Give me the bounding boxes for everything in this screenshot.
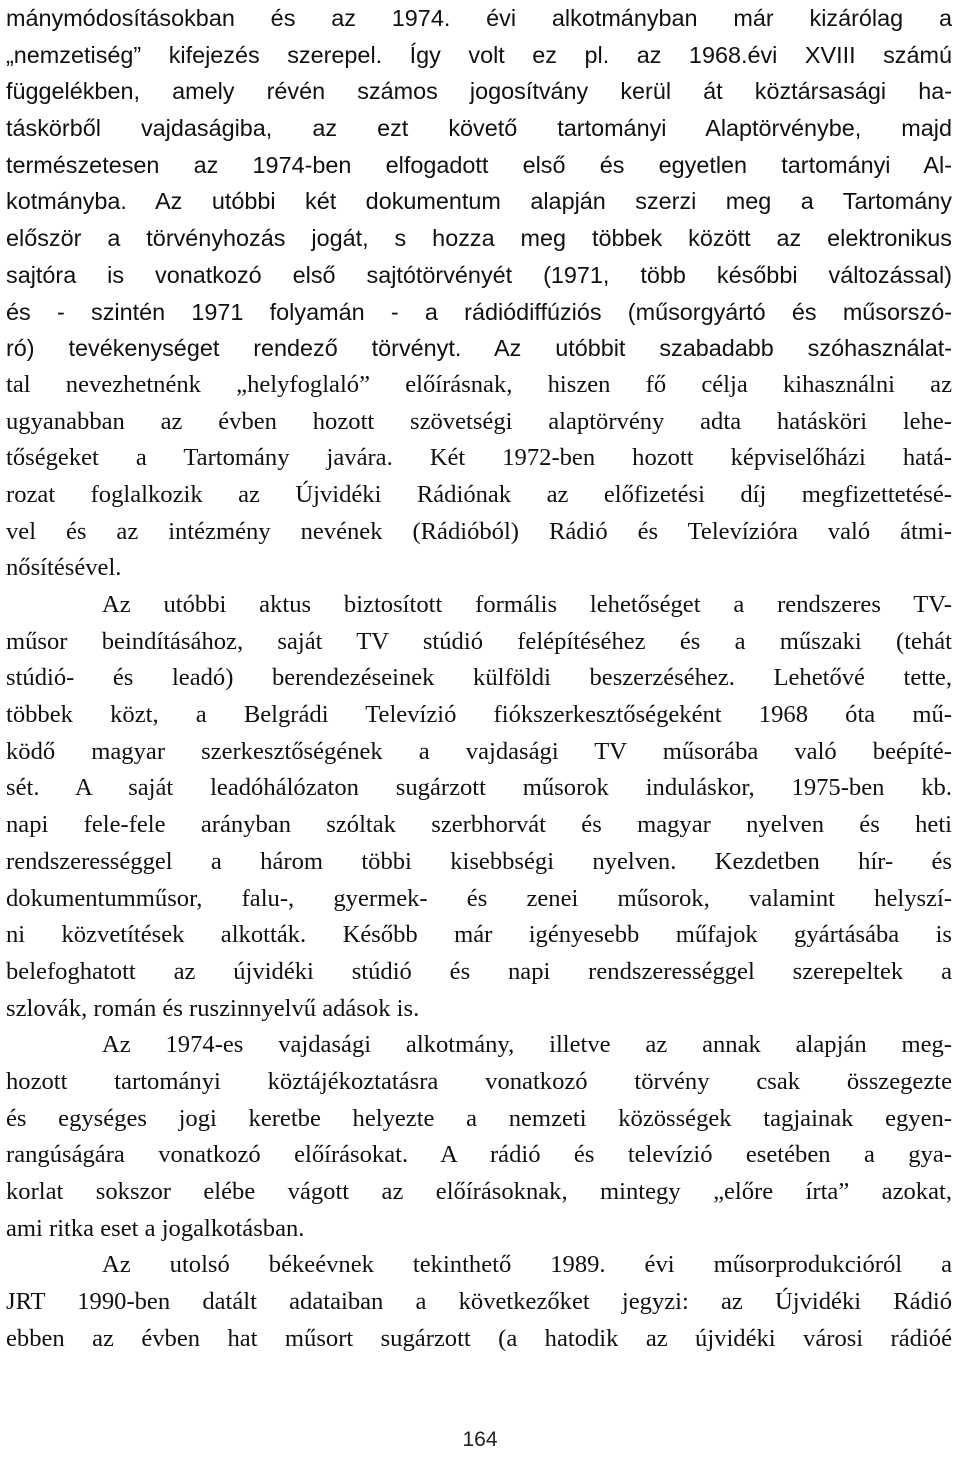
text-line: JRT 1990-ben datált adataiban a következőket jegyzi: az Újvidéki Rádió: [6, 1288, 952, 1316]
text-line: és - szintén 1971 folyamán - a rádiódiffúziós (műsorgyártó és műsorszó-: [6, 298, 952, 325]
text-line: többek közt, a Belgrádi Televízió fiókszerkesztőségeként 1968 óta mű-: [6, 701, 952, 729]
text-line: rozat foglalkozik az Újvidéki Rádiónak az előfizetési díj megfizettetésé-: [6, 480, 952, 508]
text-line: Az utolsó békeévnek tekinthető 1989. évi műsorprodukcióról a: [102, 1251, 952, 1279]
text-line: korlat sokszor elébe vágott az előírásoknak, mintegy „előre írta” azokat,: [6, 1178, 952, 1205]
text-line: tal nevezhetnénk „helyfoglaló” előírásnak, hiszen fő célja kihasználni az: [6, 370, 952, 398]
text-line: stúdió- és leadó) berendezéseinek külföldi beszerzéséhez. Lehetővé tette,: [6, 664, 952, 692]
text-line: ró) tevékenységet rendező törvényt. Az utóbbit szabadabb szóhasználat-: [6, 335, 952, 362]
text-line: Az 1974-es vajdasági alkotmány, illetve az annak alapján meg-: [102, 1031, 952, 1059]
text-line: Az utóbbi aktus biztosított formális lehetőséget a rendszeres TV-: [102, 591, 952, 618]
text-line: rangúságára vonatkozó előírásokat. A rádió és televízió esetében a gya-: [6, 1141, 952, 1169]
text-line: és egységes jogi keretbe helyezte a nemzeti közösségek tagjainak egyen-: [6, 1104, 952, 1132]
text-line: hozott tartományi köztájékoztatásra vonatkozó törvény csak összegezte: [6, 1067, 952, 1095]
text-line: ugyanabban az évben hozott szövetségi alaptörvény adta hatásköri lehe-: [6, 407, 952, 435]
text-line: dokumentumműsor, falu-, gyermek- és zenei műsorok, valamint helyszí-: [6, 884, 952, 912]
text-line: szlovák, román és ruszinnyelvű adások is.: [6, 994, 420, 1022]
text-line: belefoghatott az újvidéki stúdió és napi rendszerességgel szerepeltek a: [6, 957, 952, 985]
text-line: „nemzetiség” kifejezés szerepel. Így volt ez pl. az 1968.évi XVIII számú: [6, 41, 952, 68]
text-line: nősítésével.: [6, 554, 122, 582]
text-line: vel és az intézmény nevének (Rádióból) Rádió és Televízióra való átmi-: [6, 517, 952, 545]
text-line: műsor beindításához, saját TV stúdió felépítéséhez és a műszaki (tehát: [6, 627, 952, 655]
text-line: ebben az évben hat műsort sugárzott (a hatodik az újvidéki városi rádióé: [6, 1324, 952, 1352]
text-line: ni közvetítések alkották. Később már igényesebb műfajok gyártásába is: [6, 921, 952, 949]
text-line: napi fele-fele arányban szóltak szerbhorvát és magyar nyelven és heti: [6, 811, 952, 839]
text-line: kotmányba. Az utóbbi két dokumentum alapján szerzi meg a Tartomány: [6, 188, 952, 215]
text-line: természetesen az 1974-ben elfogadott első és egyetlen tartományi Al-: [6, 151, 952, 178]
text-line: először a törvényhozás jogát, s hozza meg többek között az elektronikus: [6, 225, 952, 252]
text-line: rendszerességgel a három többi kisebbségi nyelven. Kezdetben hír- és: [6, 847, 952, 875]
text-line: mánymódosításokban és az 1974. évi alkotmányban már kizárólag a: [6, 5, 952, 31]
text-line: ami ritka eset a jogalkotásban.: [6, 1214, 305, 1242]
page-number: 164: [462, 1428, 498, 1451]
text-line: sét. A saját leadóhálózaton sugárzott műsorok induláskor, 1975-ben kb.: [6, 774, 952, 802]
text-line: tőségeket a Tartomány javára. Két 1972-ben hozott képviselőházi hatá-: [6, 444, 952, 472]
text-line: ködő magyar szerkesztőségének a vajdasági TV műsorába való beépíté-: [6, 737, 952, 765]
text-line: táskörből vajdaságiba, az ezt követő tartományi Alaptörvénybe, majd: [6, 115, 952, 142]
text-line: sajtóra is vonatkozó első sajtótörvényét (1971, több későbbi változással): [6, 261, 952, 288]
body-text: [6, 0, 952, 1357]
text-line: függelékben, amely révén számos jogosítvány kerül át köztársasági ha-: [6, 78, 952, 105]
